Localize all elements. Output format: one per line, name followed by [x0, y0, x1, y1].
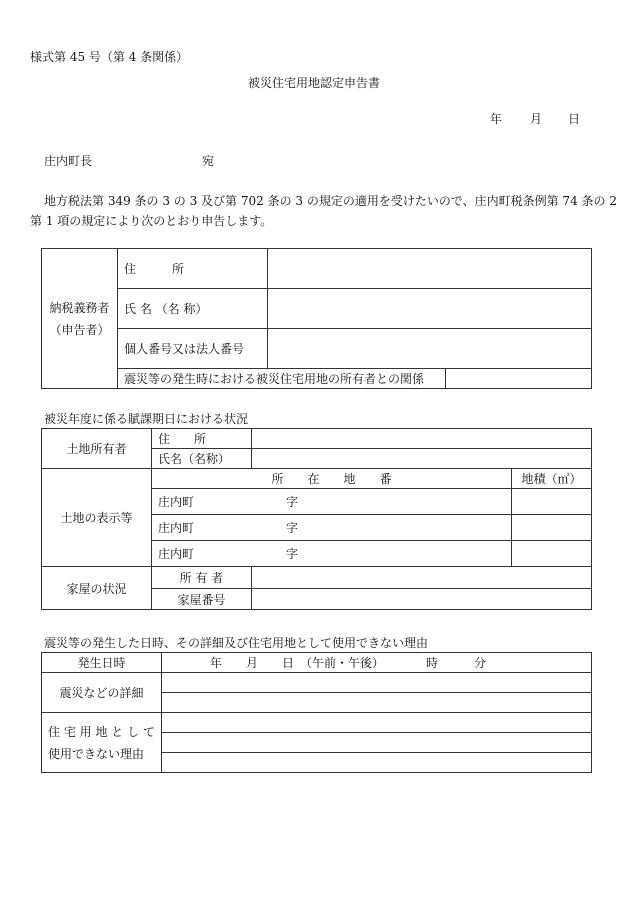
date-day: 日 — [568, 112, 581, 126]
house-owner-field[interactable] — [252, 567, 592, 589]
house-group-label: 家屋の状況 — [42, 567, 152, 610]
reason-line[interactable] — [162, 733, 592, 753]
land-area-field[interactable] — [512, 515, 592, 541]
land-area-field[interactable] — [512, 541, 592, 567]
house-number-label: 家屋番号 — [152, 589, 252, 610]
owner-address-label: 住 所 — [152, 429, 252, 449]
owner-name-label: 氏名（名称） — [152, 449, 252, 469]
owner-address-field[interactable] — [252, 429, 592, 449]
name-label: 氏 名 （名 称） — [118, 289, 268, 329]
date-label: 発生日時 — [42, 653, 162, 673]
recipient: 庄内町長 — [44, 154, 93, 168]
land-location-field[interactable]: 庄内町 字 — [152, 541, 512, 567]
detail-line[interactable] — [162, 693, 592, 713]
address-field[interactable] — [268, 249, 592, 289]
land-location-field[interactable]: 庄内町 字 — [152, 515, 512, 541]
form-number: 様式第 45 号（第 4 条関係） — [30, 50, 189, 64]
status-heading: 被災年度に係る賦課期日における状況 — [44, 412, 249, 426]
relation-label: 震災等の発生時における被災住宅用地の所有者との関係 — [118, 369, 446, 389]
house-number-field[interactable] — [252, 589, 592, 610]
date-year: 年 — [490, 112, 503, 126]
date-month: 月 — [530, 112, 543, 126]
detail-line[interactable] — [162, 673, 592, 693]
address-label: 住 所 — [118, 249, 268, 289]
house-owner-label: 所 有 者 — [152, 567, 252, 589]
owner-name-field[interactable] — [252, 449, 592, 469]
relation-field[interactable] — [446, 369, 592, 389]
recipient-suffix: 宛 — [202, 154, 215, 168]
body-line-2: 第 1 項の規定により次のとおり申告します。 — [30, 214, 273, 228]
taxpayer-table — [41, 248, 592, 389]
id-number-label: 個人番号又は法人番号 — [118, 329, 268, 369]
reason-label: 住 宅 用 地 と し て 使用できない理由 — [42, 713, 162, 773]
id-number-field[interactable] — [268, 329, 592, 369]
land-location-field[interactable]: 庄内町 字 — [152, 489, 512, 515]
date-field[interactable]: 年 月 日 （午前・午後） 時 分 — [162, 653, 592, 673]
body-line-1: 地方税法第 349 条の 3 の 3 及び第 702 条の 3 の規定の適用を受けたいので、庄内町税条例第 74 条の 2 — [44, 194, 617, 208]
area-header: 地積（㎡） — [512, 469, 592, 489]
taxpayer-group-label: 納税義務者 （申告者） — [42, 249, 118, 389]
disaster-heading: 震災等の発生した日時、その詳細及び住宅用地として使用できない理由 — [44, 636, 429, 650]
land-group-label: 土地の表示等 — [42, 469, 152, 567]
detail-label: 震災などの詳細 — [42, 673, 162, 713]
reason-line[interactable] — [162, 753, 592, 773]
owner-group-label: 土地所有者 — [42, 429, 152, 469]
location-header: 所 在 地 番 — [152, 469, 512, 489]
status-table — [41, 428, 592, 610]
page-title: 被災住宅用地認定申告書 — [248, 76, 381, 90]
name-field[interactable] — [268, 289, 592, 329]
disaster-table — [41, 652, 592, 773]
reason-line[interactable] — [162, 713, 592, 733]
land-area-field[interactable] — [512, 489, 592, 515]
